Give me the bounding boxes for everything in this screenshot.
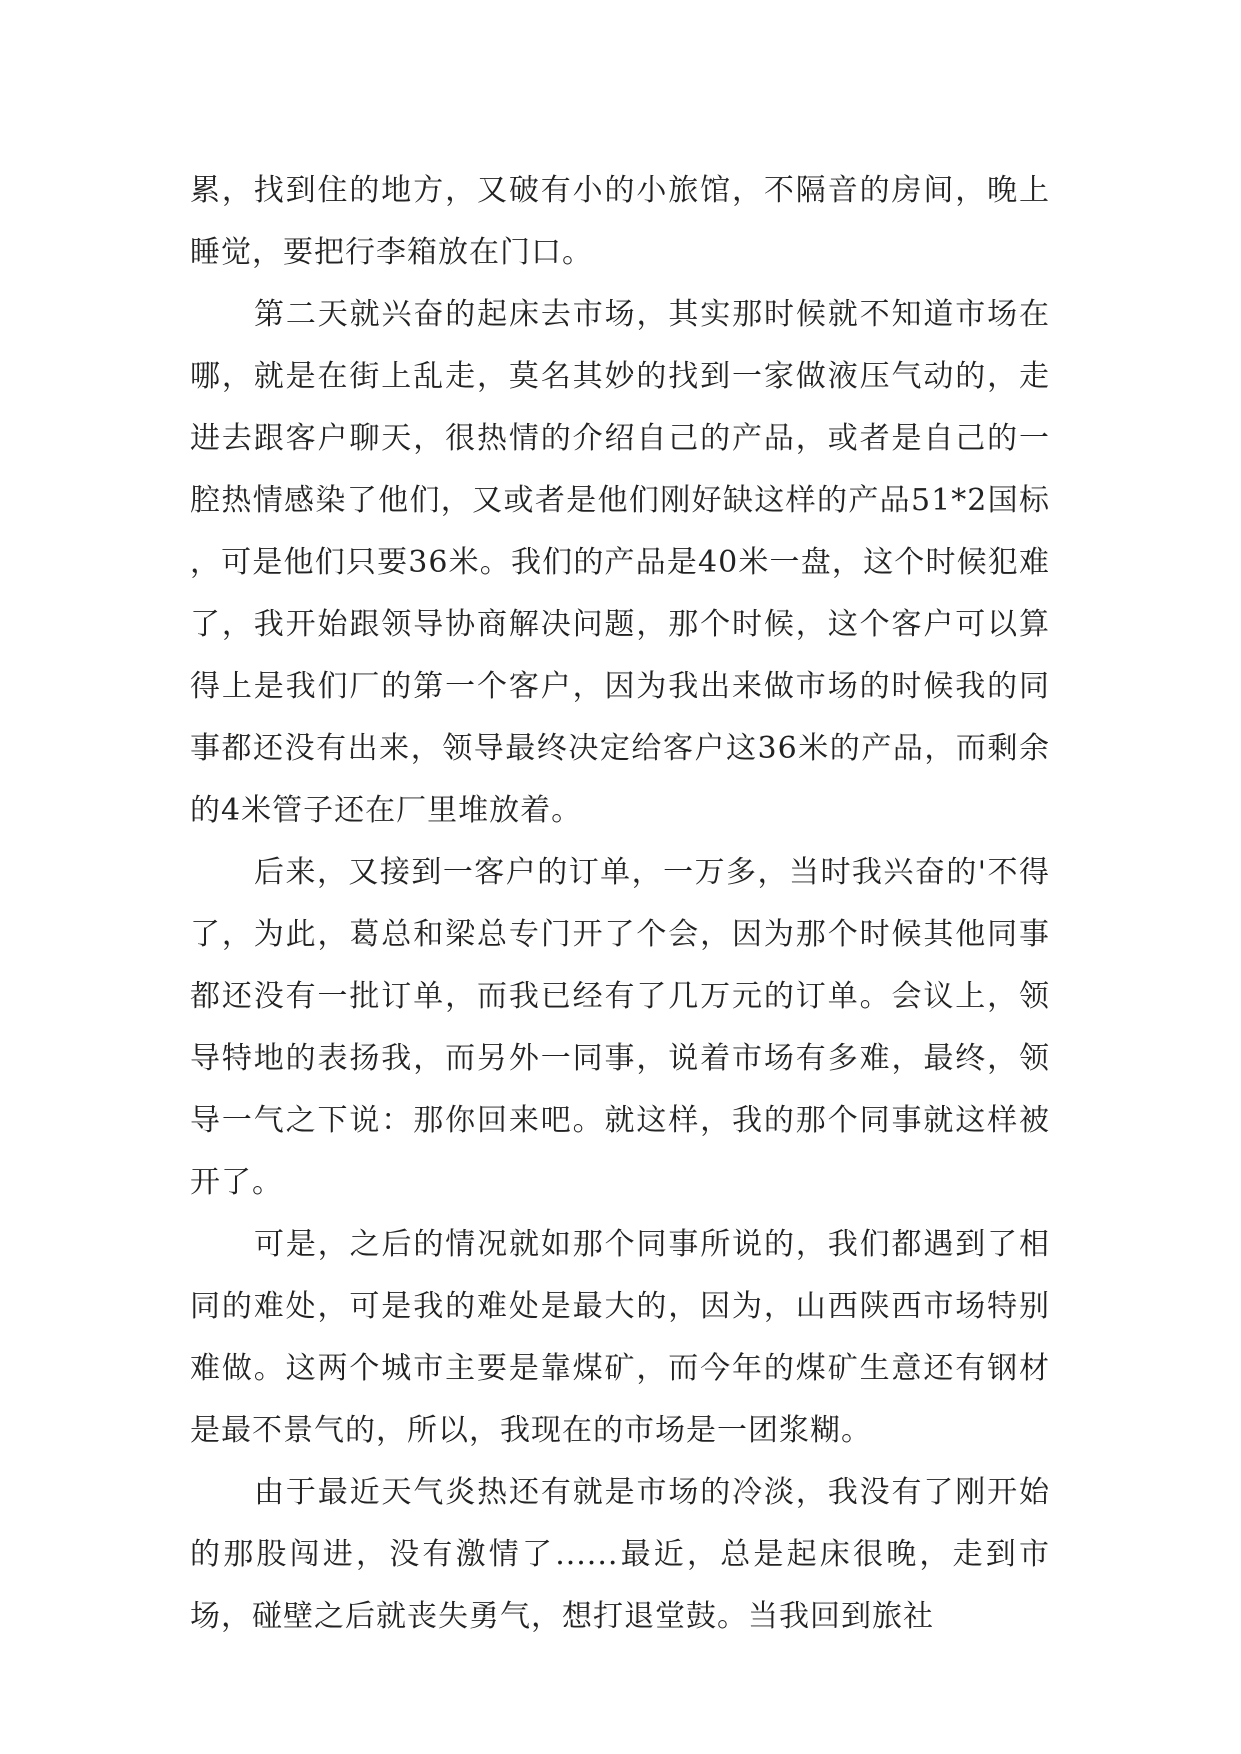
- paragraph-4: 可是，之后的情况就如那个同事所说的，我们都遇到了相同的难处，可是我的难处是最大的，因为，山西陕西市场特别难做。这两个城市主要是靠煤矿，而今年的煤矿生意还有钢材是最不景气的，所以，我现在的市场是一团浆糊。: [190, 1227, 1050, 1448]
- document-body: [190, 160, 1050, 1648]
- paragraph-3: 后来，又接到一客户的订单，一万多，当时我兴奋的'不得了，为此，葛总和梁总专门开了个会，因为那个时候其他同事都还没有一批订单，而我已经有了几万元的订单。会议上，领导特地的表扬我，而另外一同事，说着市场有多难，最终，领导一气之下说：那你回来吧。就这样，我的那个同事就这样被开了。: [190, 855, 1050, 1200]
- paragraph-2: 第二天就兴奋的起床去市场，其实那时候就不知道市场在哪，就是在街上乱走，莫名其妙的找到一家做液压气动的，走进去跟客户聊天，很热情的介绍自己的产品，或者是自己的一腔热情感染了他们，又或者是他们刚好缺这样的产品51*2国标 ，可是他们只要36米。我们的产品是40米一盘，这个时候犯难了，我开始跟领导协商解决问题，那个时候，这个客户可以算得上是我们厂的第一个客户，因为我出来做市场的时候我的同事都还没有出来，领导最终决定给客户这36米的产品，而剩余的4米管子还在厂里堆放着。: [190, 297, 1050, 828]
- paragraph-1: 累，找到住的地方，又破有小的小旅馆，不隔音的房间，晚上睡觉，要把行李箱放在门口。: [190, 173, 1050, 270]
- paragraph-5: 由于最近天气炎热还有就是市场的冷淡，我没有了刚开始的那股闯进，没有激情了......最近，总是起床很晚，走到市场，碰壁之后就丧失勇气，想打退堂鼓。当我回到旅社: [190, 1475, 1050, 1634]
